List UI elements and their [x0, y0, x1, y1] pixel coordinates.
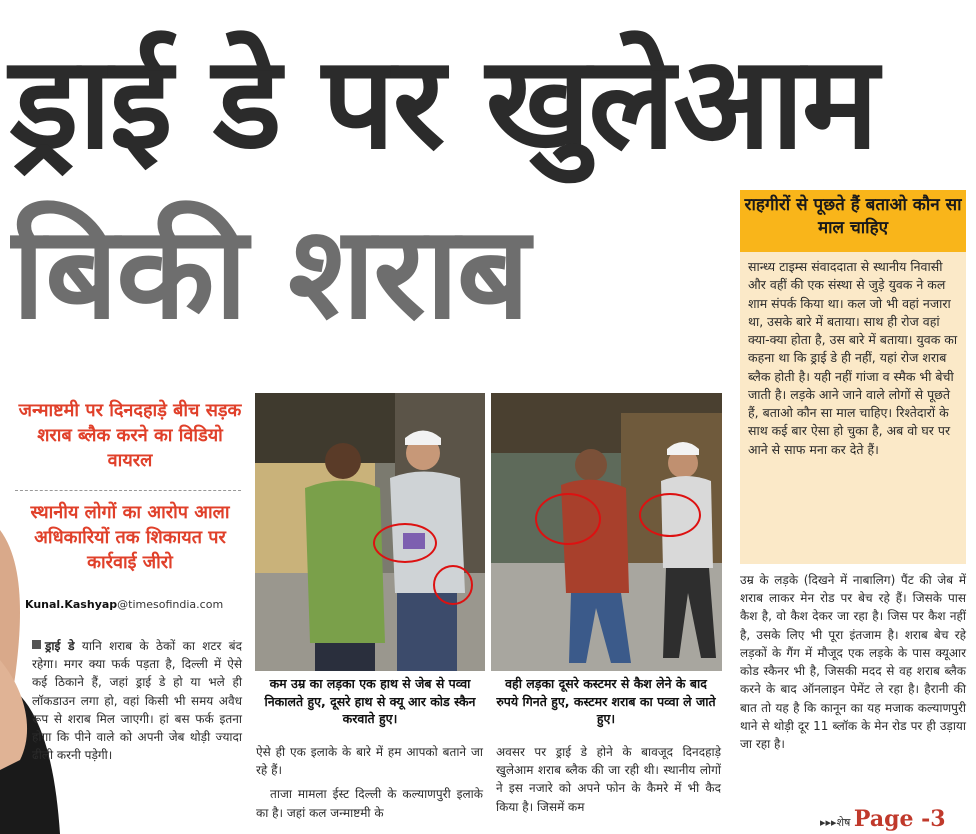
- body-lead-word: ड्राई डे: [45, 639, 75, 653]
- photo-2-caption: वही लड़का दूसरे कस्टमर से कैश लेने के बाद रुपये गिनते हुए, कस्टमर शराब का पव्वा ले जाते हुए।: [496, 676, 716, 726]
- page-ref-prefix: ▸▸▸शेष: [820, 816, 851, 829]
- deck-secondary: स्थानीय लोगों का आरोप आला अधिकारियों तक शिकायत पर कार्रवाई जीरो: [30, 502, 230, 574]
- body-col1-text: यानि शराब के ठेकों का शटर बंद रहेगा। मगर क्या फर्क पड़ता है, दिल्ली में ऐसे कई ठिकाने हैं, जहां ड्राई डे हो या भले ही लॉकडाउन लगा हो, वहां किसी भी समय अवैध रूप से शराब मिल जाएगी। हां बस फर्क इतना होगा कि पीने वाले को अपनी जेब थोड़ी ज्यादा ढीली करनी पड़ेगी।: [32, 639, 242, 763]
- photo-boy-counting-cash: [491, 393, 722, 671]
- sidebar-title: राहगीरों से पूछते हैं बताओ कौन सा माल चाहिए: [740, 190, 966, 252]
- highlight-circle: [535, 493, 601, 545]
- photo-boy-scanning-qr: [255, 393, 485, 671]
- body-column-3: अवसर पर ड्राई डे होने के बावजूद दिनदहाड़े खुलेआम शराब ब्लैक की जा रही थी। स्थानीय लोगों ने इस नजारे को अपने फोन के कैमरे में भी कैद किया है। जिसमें कम: [496, 745, 721, 814]
- byline-name: Kunal.Kashyap: [25, 598, 118, 611]
- photo-1-illustration: [255, 393, 485, 671]
- highlight-circle: [373, 523, 437, 563]
- body-col2-para-1: ऐसे ही एक इलाके के बारे में हम आपको बताने जा रहे हैं।: [256, 745, 483, 778]
- byline-domain: @timesofindia.com: [117, 598, 224, 611]
- continued-page-ref: [820, 806, 946, 832]
- headline-line-1: ड्राई डे पर खुलेआम: [10, 29, 877, 178]
- body-column-4: उम्र के लड़के (दिखने में नाबालिग) पैंट की जेब में शराब लाकर मेन रोड पर बेच रहे हैं। जिसके पास कैश है, वो कैश देकर जा रहा है। जिस पर कैश नहीं है, उसके लिए भी पूरा इंतजाम है। शराब बेच रहे लड़कों के गैंग में मौजूद एक लड़के के पास क्यूआर कोड स्कैनर भी है, जिसकी मदद से वह शराब ब्लैक करने के बाद ऑनलाइन पेमेंट ले रहा है। हैरानी की बात तो यह है कि कानून का यह मजाक कल्याणपुरी थाने से थोड़ी दूर 11 ब्लॉक के मेन रोड पर ही उड़ाया जा रहा है।: [740, 573, 966, 752]
- highlight-circle: [639, 493, 701, 537]
- highlight-circle: [433, 565, 473, 605]
- body-column-2: [256, 743, 483, 822]
- page-ref-label: Page -3: [853, 806, 946, 832]
- headline-line-2: बिकी शराब: [12, 199, 528, 348]
- body-col2-para-2: ताजा मामला ईस्ट दिल्ली के कल्याणपुरी इलाके का है। जहां कल जन्माष्टमी के: [256, 787, 483, 820]
- photo-1-caption: कम उम्र का लड़का एक हाथ से जेब से पव्वा निकालते हुए, दूसरे हाथ से क्यू आर कोड स्कैन करवाते हुए।: [264, 676, 476, 726]
- deck-primary: जन्माष्टमी पर दिनदहाड़े बीच सड़क शराब ब्लैक करने का विडियो वायरल: [18, 400, 242, 472]
- byline: [25, 598, 223, 611]
- lead-bullet: [32, 640, 41, 649]
- deck-divider: [15, 490, 241, 491]
- sidebar-body: सान्ध्य टाइम्स संवाददाता से स्थानीय निवासी और वहीं की एक संस्था से जुड़े युवक ने कल शाम संपर्क किया था। कल जो भी वहां नजारा था, उसके बारे में बताया। साथ ही रोज वहां क्या-क्या होता है, उस बारे में बताया। युवक का कहना था कि ड्राई डे ही नहीं, यहां रोज शराब ब्लैक होती है। यही नहीं गांजा व स्मैक भी बेची जाती है। लड़के आने जाने वाले लोगों से पूछते हैं, बताओ कौन सा माल चाहिए। रिश्तेदारों के साथ कई बार ऐसा हो चुका है, अब वो घर पर आने से साफ मना कर देते हैं।: [740, 252, 966, 564]
- body-column-1: [32, 637, 242, 765]
